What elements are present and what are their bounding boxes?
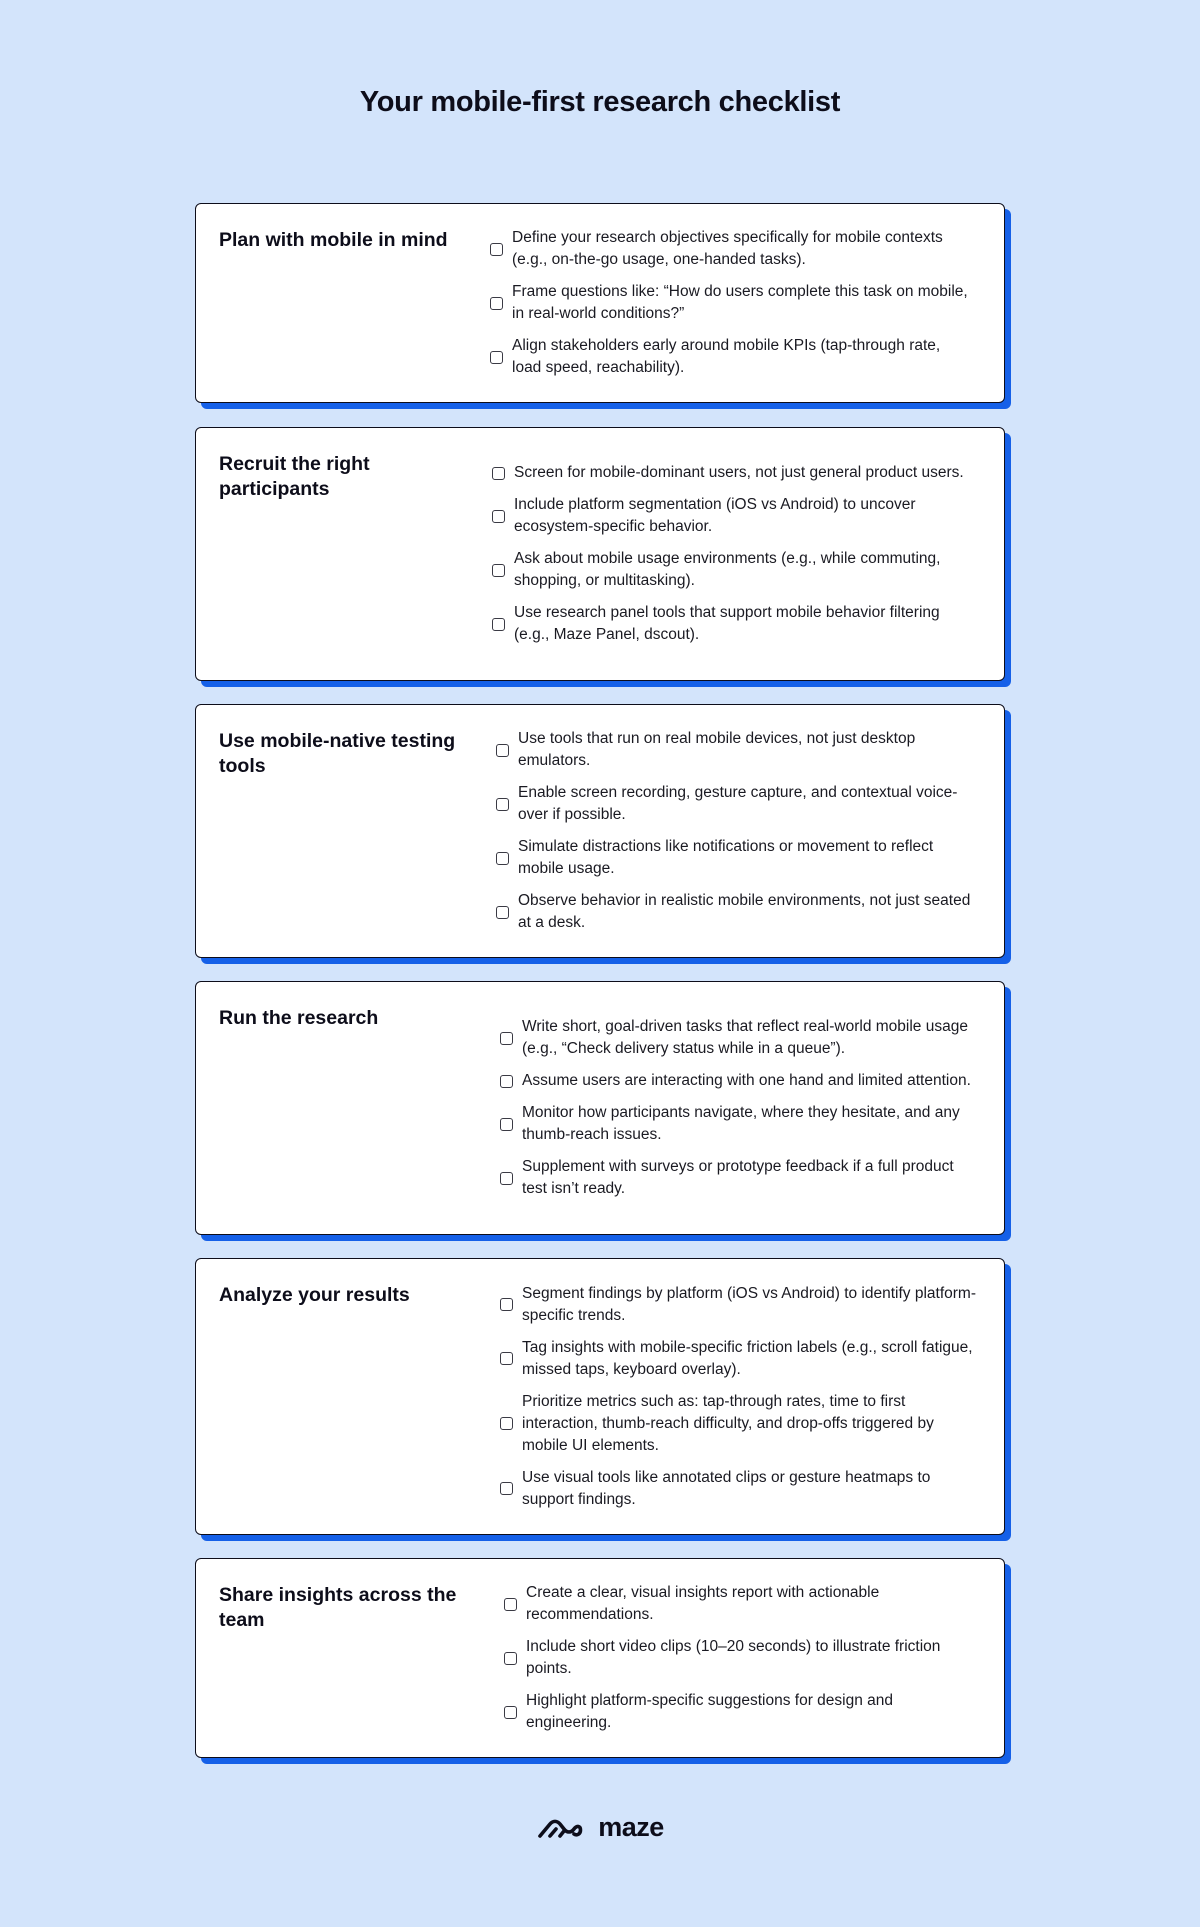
checklist-item[interactable] bbox=[496, 836, 974, 880]
checklist-item[interactable] bbox=[496, 728, 974, 772]
item-list bbox=[504, 1582, 974, 1734]
checkbox[interactable] bbox=[496, 744, 509, 757]
checklist-section-tools bbox=[195, 704, 1005, 958]
item-text: Simulate distractions like notifications or movement to reflect mobile usage. bbox=[518, 838, 934, 877]
checkbox[interactable] bbox=[490, 351, 503, 364]
checkbox[interactable] bbox=[492, 510, 505, 523]
checklist-item[interactable] bbox=[504, 1582, 974, 1626]
checkbox[interactable] bbox=[496, 906, 509, 919]
checklist-item[interactable] bbox=[490, 335, 970, 379]
item-text: Monitor how participants navigate, where they hesitate, and any thumb-reach issues. bbox=[522, 1104, 960, 1143]
checkbox[interactable] bbox=[500, 1172, 513, 1185]
checklist-item[interactable] bbox=[500, 1102, 978, 1146]
item-text: Tag insights with mobile-specific friction labels (e.g., scroll fatigue, missed taps, keyboard overlay). bbox=[522, 1338, 973, 1378]
checkbox[interactable] bbox=[504, 1598, 517, 1611]
checkbox[interactable] bbox=[500, 1352, 513, 1365]
item-text: Include short video clips (10–20 seconds) to illustrate friction points. bbox=[526, 1638, 941, 1677]
item-text: Ask about mobile usage environments (e.g., while commuting, shopping, or multitasking). bbox=[514, 550, 941, 589]
maze-logo bbox=[0, 1812, 1200, 1843]
checkbox[interactable] bbox=[504, 1706, 517, 1719]
checklist-item[interactable] bbox=[504, 1636, 974, 1680]
item-text: Segment findings by platform (iOS vs Android) to identify platform-specific trends. bbox=[522, 1284, 977, 1324]
item-text: Use research panel tools that support mobile behavior filtering (e.g., Maze Panel, dscout). bbox=[514, 604, 940, 643]
item-list bbox=[500, 1283, 982, 1511]
item-text: Assume users are interacting with one hand and limited attention. bbox=[522, 1072, 971, 1089]
maze-logo-icon bbox=[536, 1815, 584, 1841]
checkbox[interactable] bbox=[492, 467, 505, 480]
section-title: Analyze your results bbox=[219, 1284, 410, 1306]
checklist-item[interactable] bbox=[492, 602, 970, 646]
checklist-section-plan bbox=[195, 203, 1005, 403]
checklist-section-share bbox=[195, 1558, 1005, 1758]
page-title: Your mobile-first research checklist bbox=[359, 86, 841, 118]
checklist-item[interactable] bbox=[500, 1283, 982, 1327]
section-title: Use mobile-native testing tools bbox=[219, 730, 456, 777]
item-text: Use tools that run on real mobile devices, not just desktop emulators. bbox=[518, 730, 916, 769]
checklist-item[interactable] bbox=[490, 281, 970, 325]
checkbox[interactable] bbox=[500, 1075, 513, 1088]
checkbox[interactable] bbox=[500, 1118, 513, 1131]
item-list bbox=[496, 728, 974, 934]
item-text: Prioritize metrics such as: tap-through rates, time to first interaction, thumb-reach difficulty, and drop-offs triggered by mobile UI elements. bbox=[522, 1392, 934, 1454]
item-list bbox=[492, 462, 970, 646]
checklist-item[interactable] bbox=[492, 548, 970, 592]
item-text: Supplement with surveys or prototype feedback if a full product test isn’t ready. bbox=[522, 1158, 954, 1197]
checklist bbox=[195, 203, 1005, 1758]
checkbox[interactable] bbox=[500, 1482, 513, 1495]
checklist-item[interactable] bbox=[496, 890, 974, 934]
checklist-item[interactable] bbox=[500, 1156, 978, 1200]
checklist-item[interactable] bbox=[492, 462, 970, 484]
checkbox[interactable] bbox=[492, 564, 505, 577]
checkbox[interactable] bbox=[500, 1417, 513, 1430]
item-text: Observe behavior in realistic mobile environments, not just seated at a desk. bbox=[518, 892, 971, 931]
item-list bbox=[490, 227, 970, 379]
checklist-item[interactable] bbox=[504, 1690, 974, 1734]
checkbox[interactable] bbox=[500, 1032, 513, 1045]
item-text: Write short, goal-driven tasks that reflect real-world mobile usage (e.g., “Check delivery status while in a queue”). bbox=[522, 1018, 968, 1057]
item-text: Create a clear, visual insights report with actionable recommendations. bbox=[526, 1584, 880, 1623]
item-text: Include platform segmentation (iOS vs Android) to uncover ecosystem-specific behavior. bbox=[514, 496, 916, 535]
item-text: Enable screen recording, gesture capture, and contextual voice-over if possible. bbox=[518, 784, 958, 823]
checkbox[interactable] bbox=[496, 852, 509, 865]
brand-name: maze bbox=[598, 1812, 664, 1842]
section-title: Run the research bbox=[219, 1007, 379, 1029]
checkbox[interactable] bbox=[490, 243, 503, 256]
item-text: Use visual tools like annotated clips or gesture heatmaps to support findings. bbox=[522, 1468, 931, 1508]
item-text: Define your research objectives specifically for mobile contexts (e.g., on-the-go usage, one-handed tasks). bbox=[512, 229, 943, 268]
checklist-item[interactable] bbox=[492, 494, 970, 538]
checklist-item[interactable] bbox=[500, 1337, 982, 1381]
item-text: Frame questions like: “How do users complete this task on mobile, in real-world conditions?” bbox=[512, 283, 968, 322]
checklist-section-analyze bbox=[195, 1258, 1005, 1535]
checklist-section-recruit bbox=[195, 427, 1005, 681]
section-title: Plan with mobile in mind bbox=[219, 229, 448, 251]
item-list bbox=[500, 1016, 978, 1200]
checkbox[interactable] bbox=[500, 1298, 513, 1311]
checklist-item[interactable] bbox=[500, 1467, 982, 1511]
checklist-item[interactable] bbox=[500, 1016, 978, 1060]
item-text: Align stakeholders early around mobile KPIs (tap-through rate, load speed, reachability). bbox=[512, 337, 941, 376]
checkbox[interactable] bbox=[492, 618, 505, 631]
checklist-item[interactable] bbox=[500, 1070, 978, 1092]
checkbox[interactable] bbox=[496, 798, 509, 811]
checklist-item[interactable] bbox=[500, 1391, 982, 1457]
checkbox[interactable] bbox=[504, 1652, 517, 1665]
checkbox[interactable] bbox=[490, 297, 503, 310]
checklist-item[interactable] bbox=[496, 782, 974, 826]
section-title: Share insights across the team bbox=[219, 1584, 457, 1631]
item-text: Screen for mobile-dominant users, not just general product users. bbox=[514, 464, 964, 481]
section-title: Recruit the right participants bbox=[219, 453, 370, 500]
checklist-section-run bbox=[195, 981, 1005, 1235]
checklist-item[interactable] bbox=[490, 227, 970, 271]
item-text: Highlight platform-specific suggestions for design and engineering. bbox=[526, 1692, 894, 1731]
